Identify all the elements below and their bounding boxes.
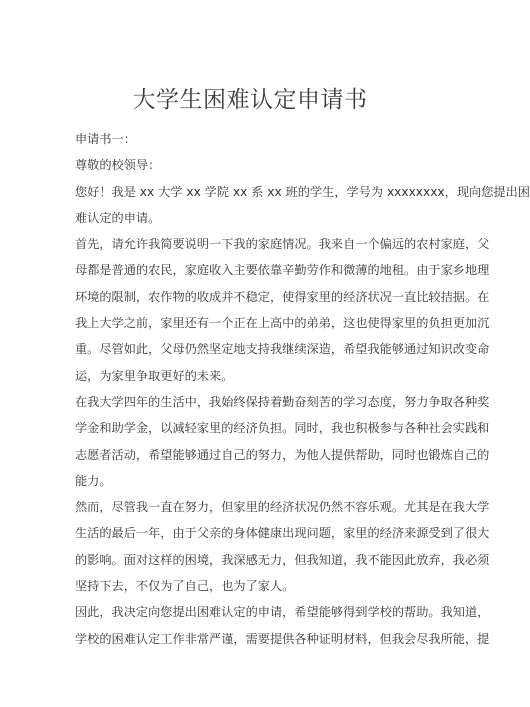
text-line: 的影响。面对这样的困境，我深感无力，但我知道，我不能因此放弃，我必须: [75, 552, 490, 567]
text-line: 能力。: [75, 473, 112, 488]
text-line: 然而，尽管我一直在努力，但家里的经济状况仍然不容乐观。尤其是在我大学: [75, 500, 490, 515]
text-line: 尊敬的校领导：: [75, 158, 161, 173]
text-line: 运，为家里争取更好的未来。: [75, 368, 234, 383]
text-line: 因此，我决定向您提出困难认定的申请，希望能够得到学校的帮助。我知道，: [75, 605, 490, 620]
document-body: [75, 126, 530, 652]
text-line: 母都是普通的农民，家庭收入主要依靠辛勤劳作和微薄的地租。由于家乡地理: [75, 263, 490, 278]
text-line: 我上大学之前，家里还有一个正在上高中的弟弟，这也使得家里的负担更加沉: [75, 316, 490, 331]
text-line: 学金和助学金，以减轻家里的经济负担。同时，我也积极参与各种社会实践和: [75, 421, 490, 436]
text-line: 志愿者活动，希望能够通过自己的努力，为他人提供帮助，同时也锻炼自己的: [75, 447, 490, 462]
document-title: 大学生困难认定申请书: [132, 87, 368, 113]
text-line: 重。尽管如此，父母仍然坚定地支持我继续深造，希望我能够通过知识改变命: [75, 342, 490, 357]
text-line: 首先，请允许我简要说明一下我的家庭情况。我来自一个偏远的农村家庭，父: [75, 237, 490, 252]
text-line: 难认定的申请。: [75, 210, 161, 225]
text-line: 坚持下去，不仅为了自己，也为了家人。: [75, 579, 295, 594]
text-line: 学校的困难认定工作非常严谨，需要提供各种证明材料，但我会尽我所能，提: [75, 631, 490, 646]
text-line: 生活的最后一年，由于父亲的身体健康出现问题，家里的经济来源受到了很大: [75, 526, 490, 541]
text-line: 在我大学四年的生活中，我始终保持着勤奋刻苦的学习态度，努力争取各种奖: [75, 394, 490, 409]
text-line: 申请书一：: [75, 132, 136, 146]
text-line: 环境的限制，农作物的收成并不稳定，使得家里的经济状况一直比较拮据。在: [75, 289, 490, 304]
text-line: 您好！我是 xx 大学 xx 学院 xx 系 xx 班的学生，学号为 xxxxxxxx，现向您提出困: [75, 184, 530, 199]
